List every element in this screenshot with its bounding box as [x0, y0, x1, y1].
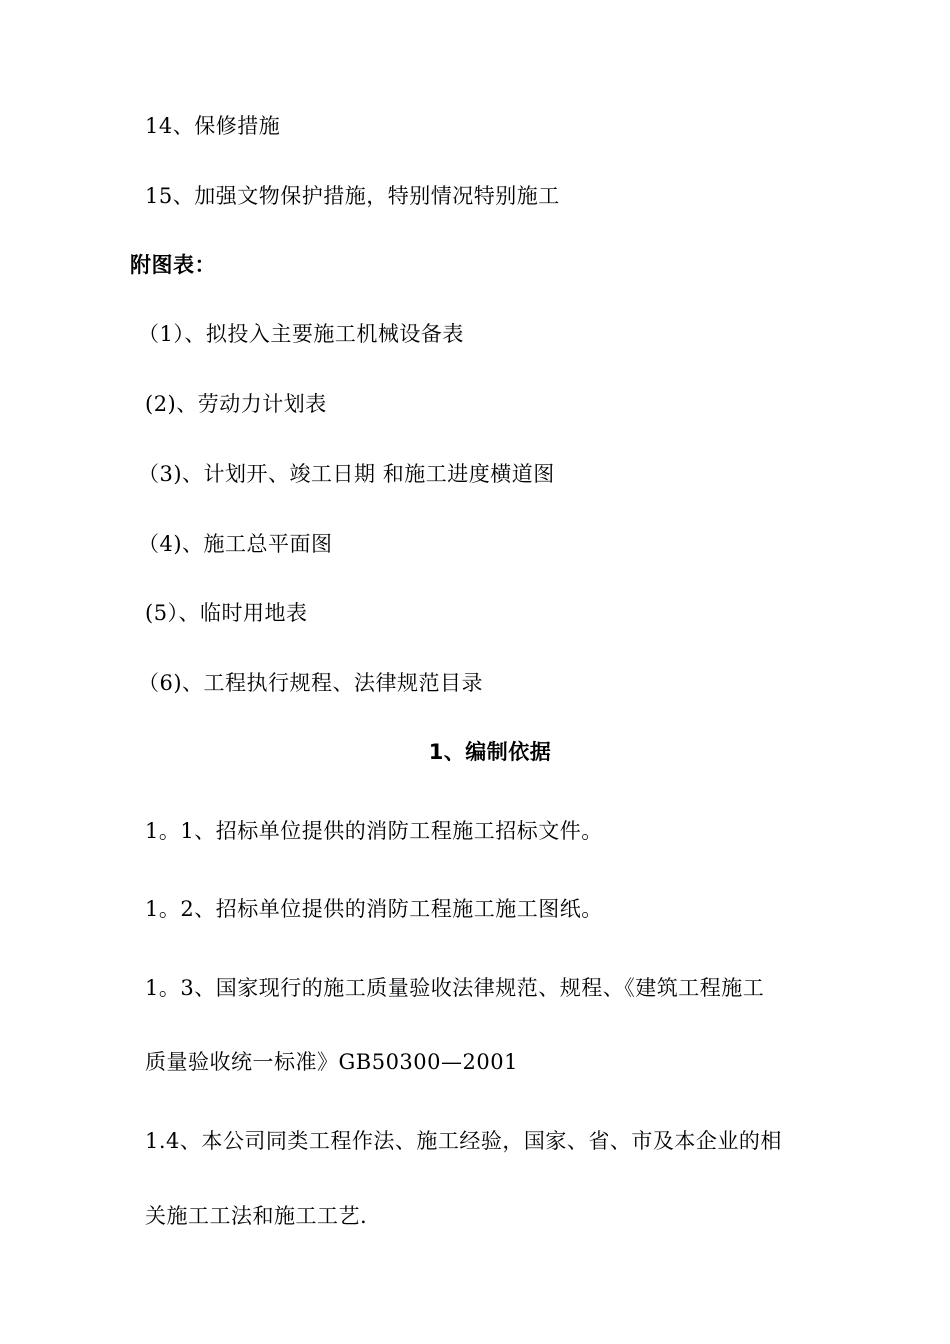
- appendix-item-3: （3)、计划开、竣工日期 和施工进度横道图: [138, 462, 555, 486]
- basis-paragraph-4-line-2: 关施工工法和施工工艺.: [145, 1204, 368, 1228]
- appendix-item-4: （4)、施工总平面图: [138, 532, 333, 556]
- appendix-item-1: （1）、拟投入主要施工机械设备表: [138, 322, 464, 346]
- basis-paragraph-3-line-2: 质量验收统一标准》GB50300—2001: [145, 1050, 518, 1074]
- basis-paragraph-2: 1。2、招标单位提供的消防工程施工施工图纸。: [145, 897, 603, 921]
- basis-paragraph-4-line-1: 1.4、本公司同类工程作法、施工经验，国家、省、市及本企业的相: [145, 1129, 782, 1153]
- basis-paragraph-3-line-1: 1。3、国家现行的施工质量验收法律规范、规程、《建筑工程施工: [145, 976, 765, 1000]
- appendix-heading: 附图表：: [130, 253, 216, 277]
- outline-item-14: 14、保修措施: [145, 114, 281, 138]
- outline-item-15: 15、加强文物保护措施，特别情况特别施工: [145, 184, 560, 208]
- appendix-item-2: (2)、劳动力计划表: [145, 392, 327, 416]
- appendix-item-5: (5）、临时用地表: [145, 601, 308, 625]
- appendix-item-6: （6)、工程执行规程、法律规范目录: [138, 671, 484, 695]
- section-title: 1、编制依据: [428, 740, 552, 764]
- basis-paragraph-1: 1。1、招标单位提供的消防工程施工招标文件。: [145, 819, 603, 843]
